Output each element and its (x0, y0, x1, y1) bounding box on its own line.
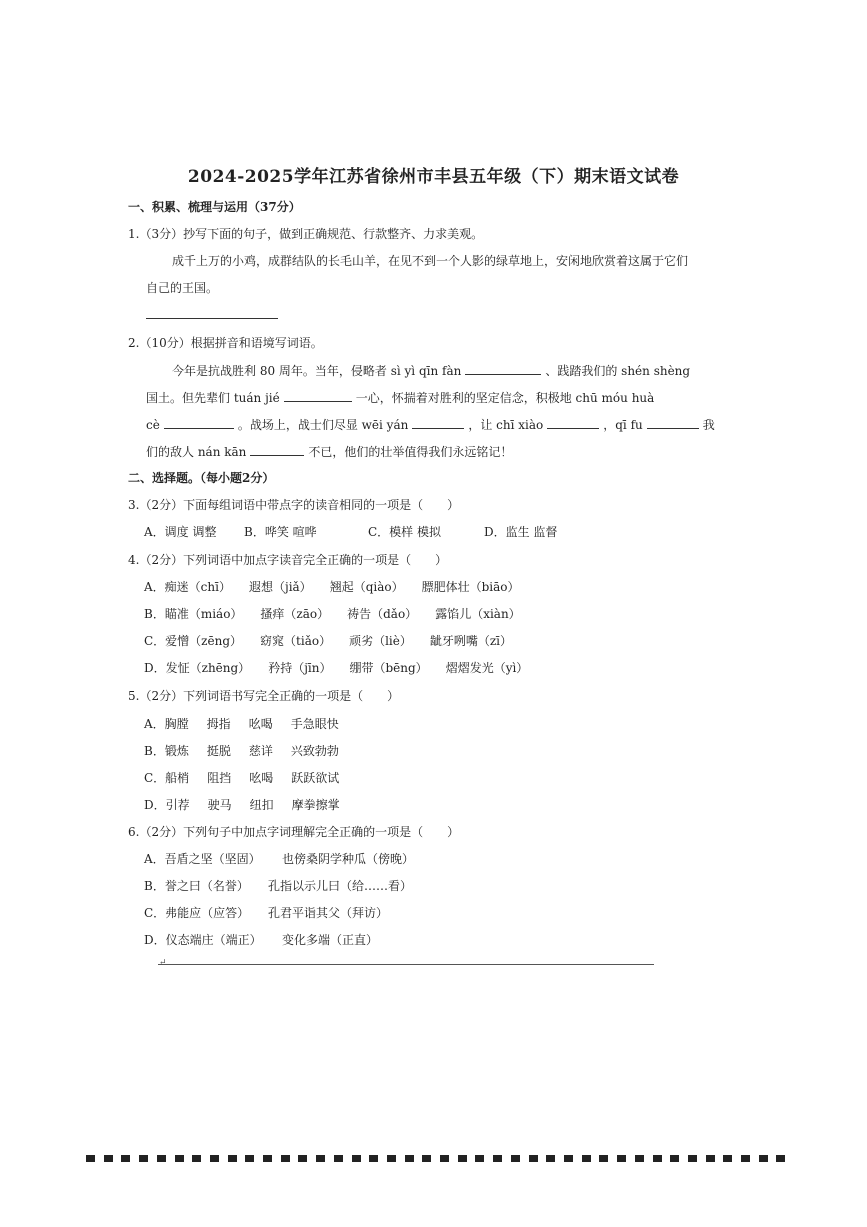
question-6-option-a[interactable]: A．吾盾之坚（坚固） 也傍桑阴学种瓜（傍晚） (144, 852, 415, 866)
answer-line[interactable] (146, 318, 278, 319)
question-5-option-d[interactable]: D．引荐 驶马 纽扣 摩拳擦掌 (144, 798, 340, 812)
question-2-line-2: 国土。但先辈们 tuán jié 一心，怀揣着对胜利的坚定信念，积极地 chū móu huà (146, 391, 655, 405)
option-c[interactable]: C．模样 模拟 (368, 525, 441, 539)
question-3-options (144, 524, 557, 540)
question-6-stem: 6.（2分）下列句子中加点字词理解完全正确的一项是（ ） (128, 825, 460, 839)
separator-line (158, 964, 654, 965)
return-mark-icon: ↵ (159, 958, 167, 968)
question-1-text: 成千上万的小鸡，成群结队的长毛山羊，在见不到一个人影的绿草地上，安闲地欣赏着这属于它们 (172, 254, 689, 268)
question-1-stem: 1.（3分）抄写下面的句子，做到正确规范、行款整齐、力求美观。 (128, 227, 484, 241)
question-6-option-d[interactable]: D．仪态端庄（端正） 变化多端（正直） (144, 933, 379, 947)
blank-4[interactable] (412, 416, 464, 429)
question-3-stem: 3.（2分）下面每组词语中带点字的读音相同的一项是（ ） (128, 498, 460, 512)
question-2-stem: 2.（10分）根据拼音和语境写词语。 (128, 336, 323, 350)
question-4-stem: 4.（2分）下列词语中加点字读音完全正确的一项是（ ） (128, 553, 448, 567)
blank-7[interactable] (250, 443, 304, 456)
question-6-option-c[interactable]: C．弗能应（应答） 孔君平诣其父（拜访） (144, 906, 389, 920)
exam-title: 2024-2025学年江苏省徐州市丰县五年级（下）期末语文试卷 (187, 167, 680, 187)
question-5-option-b[interactable]: B．锻炼 挺脱 慈详 兴致勃勃 (144, 744, 339, 758)
question-4-option-a[interactable]: A．痴迷（chī） 遐想（jiǎ） 翘起（qiào） 膘肥体壮（biāo） (144, 580, 520, 594)
blank-3[interactable] (164, 416, 234, 429)
section-heading-1: 一、积累、梳理与运用（37分） (128, 200, 301, 214)
question-4-option-c[interactable]: C．爱憎（zēng） 窈窕（tiǎo） 顽劣（liè） 龇牙咧嘴（zī） (144, 634, 513, 648)
question-6-option-b[interactable]: B．誉之曰（名誉） 孔指以示儿曰（给……看） (144, 879, 413, 893)
question-5-stem: 5.（2分）下列词语书写完全正确的一项是（ ） (128, 689, 400, 703)
question-1-text-cont: 自己的王国。 (146, 281, 219, 295)
blank-2[interactable] (284, 389, 352, 402)
blank-1[interactable] (465, 362, 541, 375)
question-2-line-3: cè 。战场上，战士们尽显 wēi yán ，让 chī xiào ，qī fu 我 (146, 418, 715, 432)
question-2-line-1: 今年是抗战胜利 80 周年。当年，侵略者 sì yì qīn fàn 、践踏我们的 shén shèng (172, 364, 691, 378)
question-4-option-b[interactable]: B．瞄准（miáo） 搔痒（zāo） 祷告（dǎo） 露馅儿（xiàn） (144, 607, 521, 621)
section-heading-2: 二、选择题。（每小题2分） (128, 471, 275, 485)
option-a[interactable]: A．调度 调整 (144, 525, 217, 539)
footer-dash-border (86, 1155, 786, 1162)
option-b[interactable]: B．哗笑 喧哗 (244, 525, 317, 539)
question-5-option-a[interactable]: A．胸膛 拇指 吆喝 手急眼快 (144, 717, 339, 731)
option-d[interactable]: D．监生 监督 (484, 525, 558, 539)
blank-5[interactable] (547, 416, 599, 429)
question-5-option-c[interactable]: C．船梢 阻挡 吆喝 跃跃欲试 (144, 771, 340, 785)
question-4-option-d[interactable]: D．发怔（zhēng） 矜持（jīn） 绷带（bēng） 熠熠发光（yì） (144, 661, 529, 675)
question-2-line-4: 们的敌人 nán kān 不已，他们的壮举值得我们永远铭记！ (146, 445, 513, 459)
blank-6[interactable] (647, 416, 699, 429)
